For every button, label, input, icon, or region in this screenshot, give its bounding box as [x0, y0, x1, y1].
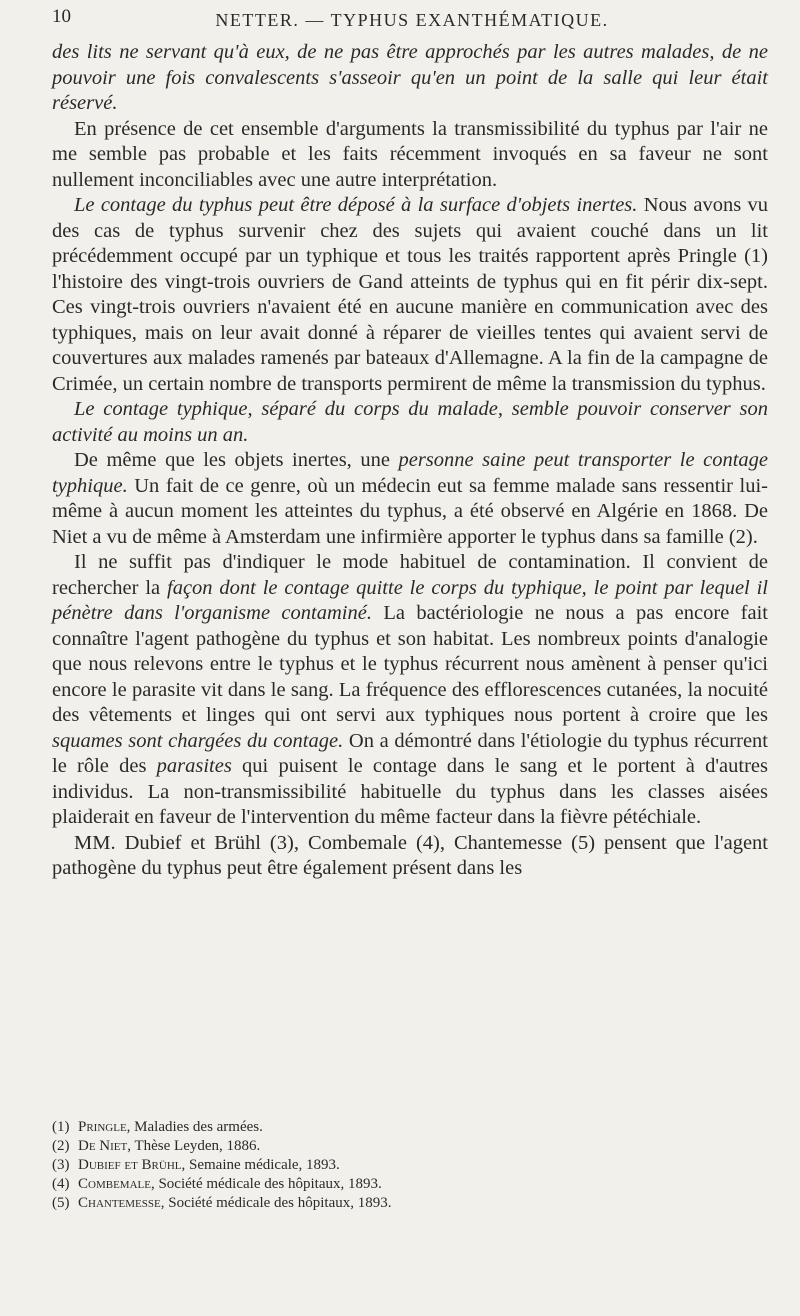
- running-head: NETTER. — TYPHUS EXANTHÉMATIQUE.: [215, 10, 609, 30]
- footnote-author: Pringle: [78, 1119, 127, 1135]
- italic-text: des lits ne servant qu'à eux, de ne pas être approchés par les autres malades, de ne pouvoir une fois convalescents s'asseoir qu'en un point de la salle qui leur était réservé.: [52, 41, 768, 114]
- footnote-number: (2): [52, 1138, 70, 1154]
- footnotes: [52, 1118, 768, 1213]
- footnote-reference: , Société médicale des hôpitaux, 1893.: [160, 1195, 392, 1211]
- text-run: La bactériologie ne nous a pas encore fait connaître l'agent pathogène du typhus et son habitat. Les nombreux points d'analogie que nous relevons entre le typhus et le typhus récurrent nous amènent à penser qu'ici encore le parasite vit dans le sang. La fréquence des efflorescences cutanées, la nocuité des vêtements et linges qui ont servi aux typhiques nous portent à croire que les: [52, 602, 768, 726]
- footnote-author: Combemale: [78, 1176, 151, 1192]
- footnote-reference: , Maladies des armées.: [126, 1119, 263, 1135]
- italic-text: parasites: [156, 755, 232, 777]
- footnote: [52, 1156, 768, 1175]
- text-run: De même que les objets inertes, une: [74, 449, 399, 471]
- footnote: [52, 1137, 768, 1156]
- footnote: [52, 1194, 768, 1213]
- footnote-number: (1): [52, 1119, 70, 1135]
- paragraph: [52, 831, 768, 882]
- footnote-author: De Niet: [78, 1138, 128, 1154]
- text-run: On a démontré dans l'étiologie du typhus récurrent le rôle des: [52, 729, 768, 777]
- text-run: Un fait de ce genre, où un médecin eut sa femme malade sans ressentir lui-même à aucun moment les atteintes du typhus, a été observé en Algérie en 1868. De Niet a vu de même à Amsterdam une infirmière apporter le typhus dans sa famille (2).: [52, 474, 768, 548]
- text-run: qui puisent le contage dans le sang et le portent à d'autres individus. La non-transmissibilité habituelle du typhus dans les classes aisées plaiderait en faveur de l'intervention du même facteur dans la fièvre pétéchiale.: [52, 755, 768, 828]
- italic-text: personne saine peut transporter le contage typhique.: [52, 449, 768, 497]
- paragraph: [52, 397, 768, 448]
- text-run: Nous avons vu des cas de typhus survenir chez des sujets qui avaient couché dans un lit précédemment occupé par un typhique et tous les traités rapportent après Pringle (1) l'histoire des vingt-trois ouvriers de Gand atteints de typhus qui en fit périr dix-sept. Ces vingt-trois ouvriers n'avaient été en aucune manière en communication avec des typhiques, mais on leur avait donné à réparer de vieilles tentes qui avaient servi de couvertures aux malades ramenés par bateaux d'Allemagne. A la fin de la campagne de Crimée, un certain nombre de transports permirent de même la transmission du typhus.: [52, 194, 769, 395]
- text-run: MM. Dubief et Brühl (3), Combemale (4), Chantemesse (5) pensent que l'agent pathogène du typhus peut être également présent dans les: [52, 831, 768, 879]
- paragraph: [52, 550, 768, 831]
- paragraph: [52, 448, 768, 550]
- footnote-number: (3): [52, 1157, 70, 1173]
- body-text: [52, 40, 768, 882]
- italic-text: Le contage du typhus peut être déposé à la surface d'objets inertes.: [74, 194, 638, 216]
- footnote-number: (4): [52, 1176, 70, 1192]
- footnote: [52, 1118, 768, 1137]
- italic-text: squames sont chargées du contage.: [52, 729, 344, 752]
- footnote-reference: , Société médicale des hôpitaux, 1893.: [150, 1176, 382, 1192]
- page-header: [52, 6, 772, 34]
- italic-text: Le contage typhique, séparé du corps du malade, semble pouvoir conserver son activité au moins un an.: [52, 398, 768, 446]
- footnote-author: Chantemesse: [78, 1195, 161, 1211]
- italic-text: façon dont le contage quitte le corps du typhique, le point par lequel il pénètre dans l'organisme contaminé.: [52, 576, 768, 624]
- page-number: 10: [52, 6, 71, 27]
- paragraph: [52, 193, 768, 397]
- footnote-reference: , Thèse Leyden, 1886.: [127, 1138, 261, 1154]
- paragraph: [52, 117, 768, 194]
- text-run: En présence de cet ensemble d'arguments la transmissibilité du typhus par l'air ne me semble pas probable et les faits récemment invoqués en sa faveur ne sont nullement inconciliables avec une autre interprétation.: [52, 117, 768, 191]
- footnote-number: (5): [52, 1195, 70, 1211]
- paragraph: [52, 40, 768, 117]
- footnote-author: Dubief et Brühl: [78, 1157, 182, 1173]
- footnote: [52, 1175, 768, 1194]
- text-run: Il ne suffit pas d'indiquer le mode habituel de contamination. Il convient de rechercher la: [52, 551, 768, 599]
- footnote-reference: , Semaine médicale, 1893.: [181, 1157, 340, 1173]
